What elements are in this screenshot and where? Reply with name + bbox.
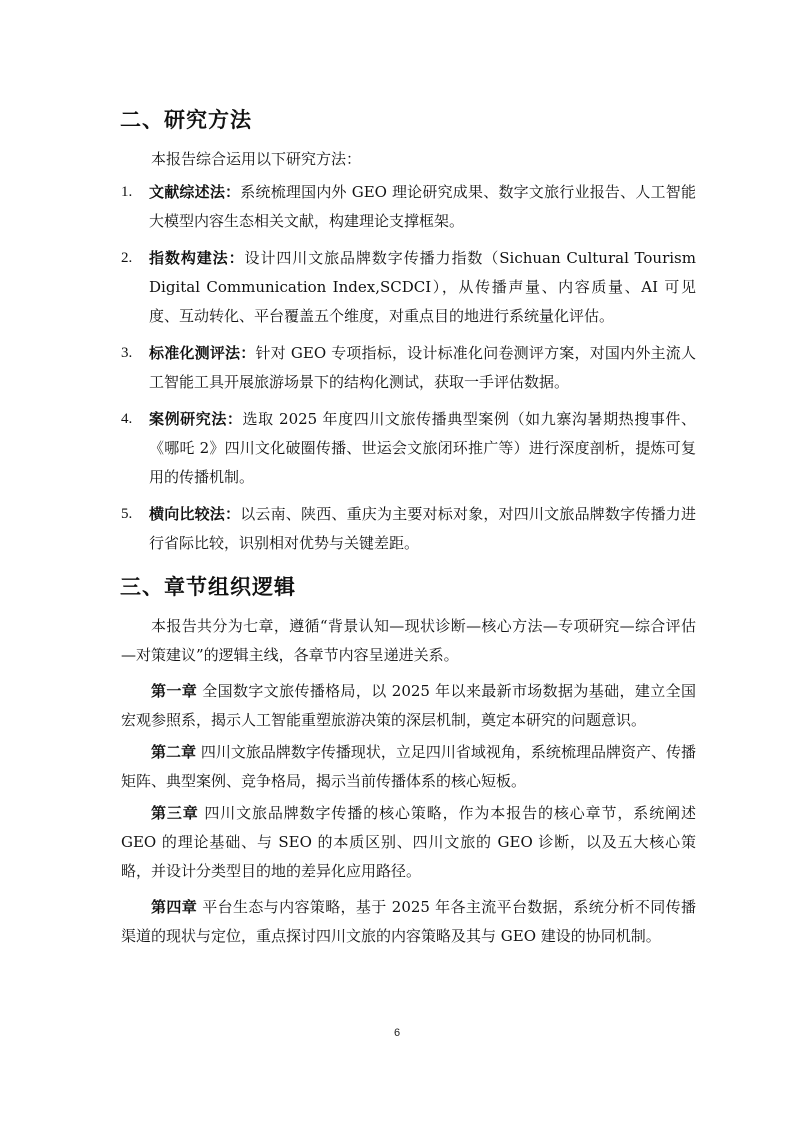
chapter-description: 全国数字文旅传播格局，以 2025 年以来最新市场数据为基础，建立全国宏观参照系，揭示人工智能重塑旅游决策的深层机制，奠定本研究的问题意识。 bbox=[121, 682, 696, 729]
chapter-paragraph bbox=[121, 738, 696, 796]
chapter-description: 四川文旅品牌数字传播的核心策略，作为本报告的核心章节，系统阐述 GEO 的理论基础、与 SEO 的本质区别、四川文旅的 GEO 诊断，以及五大核心策略，并设计分类型目的地的差异化应用路径。 bbox=[121, 804, 696, 880]
chapter-description: 四川文旅品牌数字传播现状，立足四川省域视角，系统梳理品牌资产、传播矩阵、典型案例、竞争格局，揭示当前传播体系的核心短板。 bbox=[121, 743, 696, 790]
section-heading-chapter-logic: 三、章节组织逻辑 bbox=[120, 575, 296, 599]
chapter-paragraph bbox=[121, 893, 696, 951]
list-item bbox=[121, 500, 696, 558]
chapter-description: 平台生态与内容策略，基于 2025 年各主流平台数据，系统分析不同传播渠道的现状与定位，重点探讨四川文旅的内容策略及其与 GEO 建设的协同机制。 bbox=[121, 898, 696, 945]
list-number: 1. bbox=[121, 184, 133, 200]
section-intro: 本报告共分为七章，遵循“背景认知—现状诊断—核心方法—专项研究—综合评估—对策建议”的逻辑主线，各章节内容呈递进关系。 bbox=[121, 617, 696, 664]
list-number: 4. bbox=[121, 411, 133, 427]
method-term: 文献综述法： bbox=[149, 183, 241, 201]
method-description: 选取 2025 年度四川文旅传播典型案例（如九寨沟暑期热搜事件、《哪吒 2》四川文化破圈传播、世运会文旅闭环推广等）进行深度剖析，提炼可复用的传播机制。 bbox=[149, 410, 696, 486]
list-item bbox=[121, 339, 696, 397]
method-term: 指数构建法： bbox=[149, 249, 245, 267]
method-description: 针对 GEO 专项指标，设计标准化问卷测评方案，对国内外主流人工智能工具开展旅游场景下的结构化测试，获取一手评估数据。 bbox=[149, 344, 696, 391]
chapter-label: 第三章 bbox=[151, 804, 199, 822]
list-item bbox=[121, 405, 696, 492]
method-term: 案例研究法： bbox=[149, 410, 243, 428]
list-number: 5. bbox=[121, 506, 133, 522]
chapter-label: 第一章 bbox=[151, 682, 198, 700]
method-description: 系统梳理国内外 GEO 理论研究成果、数字文旅行业报告、人工智能大模型内容生态相关文献，构建理论支撑框架。 bbox=[149, 183, 696, 230]
method-description: 设计四川文旅品牌数字传播力指数（Sichuan Cultural Tourism Digital Communication Index,SCDCI），从传播声量、内容质量、AI 可见度、互动转化、平台覆盖五个维度，对重点目的地进行系统量化评估。 bbox=[149, 249, 696, 325]
method-term: 标准化测评法： bbox=[149, 344, 256, 362]
chapter-paragraph bbox=[121, 677, 696, 735]
page-number: 6 bbox=[393, 1027, 401, 1039]
chapter-label: 第二章 bbox=[151, 743, 197, 761]
methods-list bbox=[121, 178, 696, 566]
list-number: 2. bbox=[121, 250, 133, 266]
section-intro: 本报告综合运用以下研究方法： bbox=[151, 150, 362, 168]
chapter-label: 第四章 bbox=[151, 898, 198, 916]
section-heading-research-methods: 二、研究方法 bbox=[120, 108, 252, 132]
list-number: 3. bbox=[121, 345, 133, 361]
list-item bbox=[121, 178, 696, 236]
chapter-paragraph bbox=[121, 799, 696, 886]
list-item bbox=[121, 244, 696, 331]
method-term: 横向比较法： bbox=[149, 505, 241, 523]
method-description: 以云南、陕西、重庆为主要对标对象，对四川文旅品牌数字传播力进行省际比较，识别相对优势与关键差距。 bbox=[149, 505, 696, 552]
